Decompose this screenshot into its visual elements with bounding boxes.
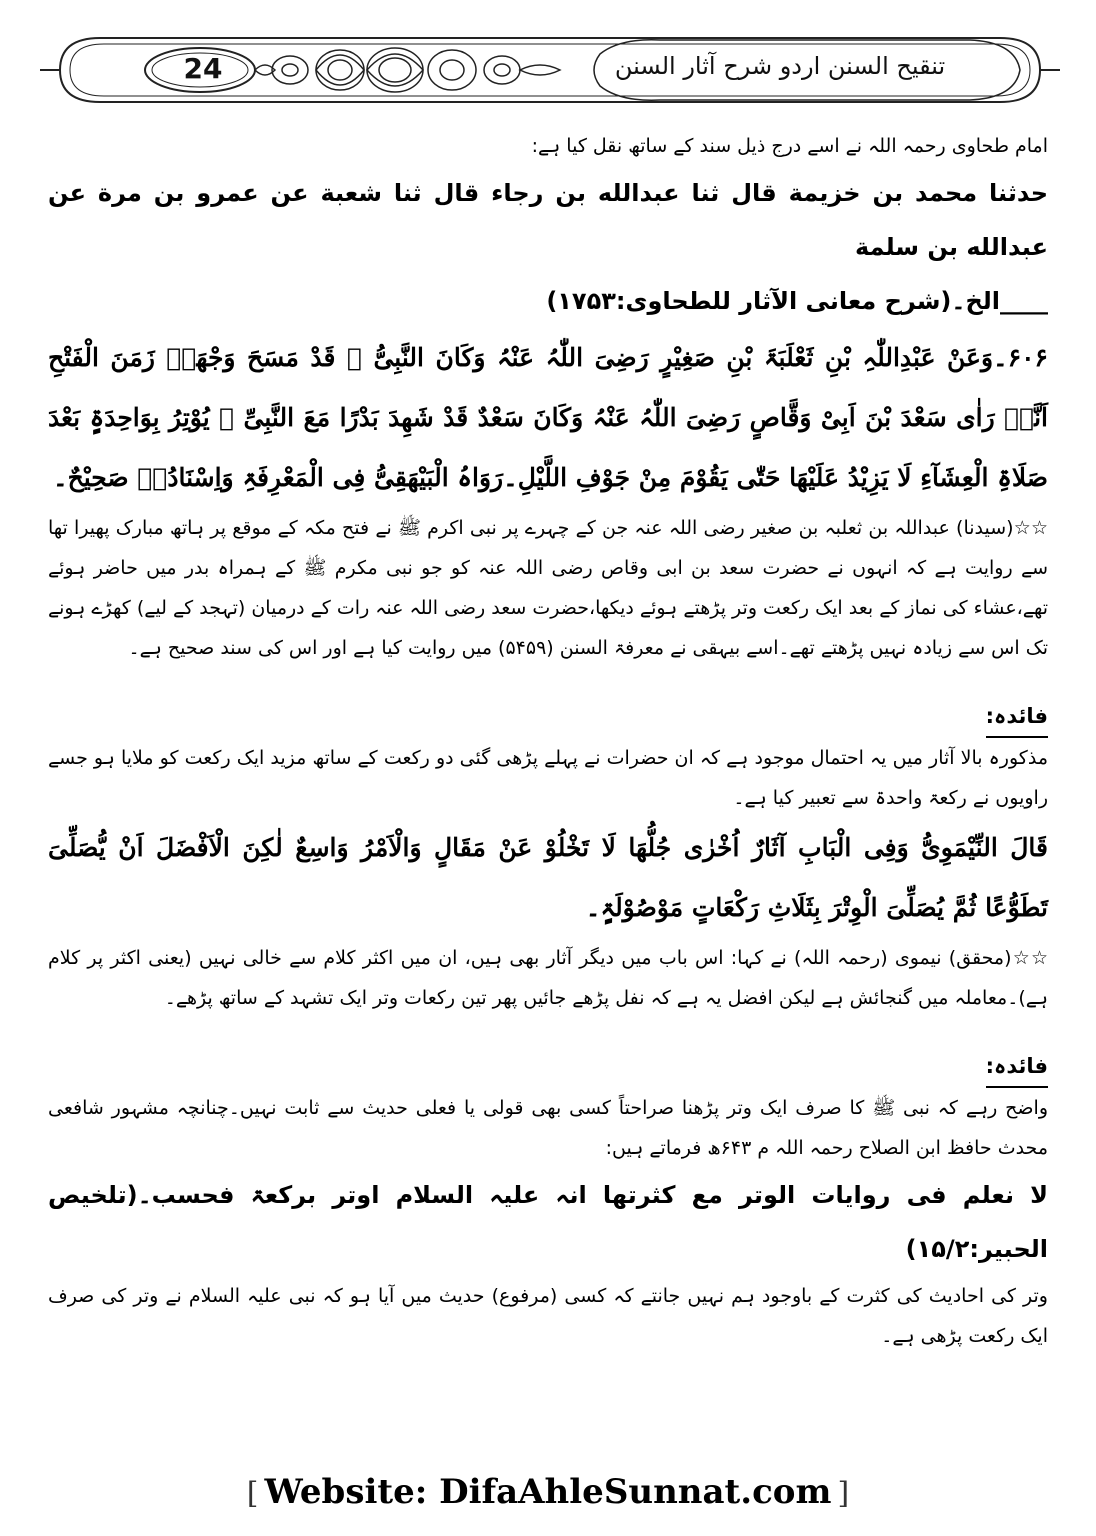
page-number: 24 <box>183 52 223 85</box>
quote-translation: وتر کی احادیث کی کثرت کے باوجود ہم نہیں جانتے کہ کسی (مرفوع) حدیث میں آیا ہو کہ نبی علیہ السلام نے وتر کی صرف ایک رکعت پڑھی ہے۔ <box>48 1285 1048 1347</box>
sanad-arabic: حدثنا محمد بن خزيمة قال ثنا عبدالله بن رجاء قال ثنا شعبة عن عمرو بن مرة عن عبدالله بن سلمة <box>48 179 1048 261</box>
faida-heading-1: فائدہ: <box>986 698 1048 738</box>
hadith-606-translation: ☆☆(سیدنا) عبداللہ بن ثعلبہ بن صغیر رضی اللہ عنہ جن کے چہرے پر نبی اکرم ﷺ نے فتح مکہ کے موقع پر ہاتھ مبارک پھیرا تھا سے روایت ہے کہ انہوں نے حضرت سعد بن ابی وقاص رضی اللہ عنہ کو جو نبی مکرم ﷺ کے ہمراہ بدر میں حاضر ہوئے تھے،عشاء کی نماز کے بعد ایک رکعت وتر پڑھتے ہوئے دیکھا،حضرت سعد رضی اللہ عنہ رات کے درمیان (تہجد کے لیے) کھڑے ہونے تک اس سے زیادہ نہیں پڑھتے تھے۔اسے بیہقی نے معرفۃ السنن (۵۴۵۹) میں روایت کیا ہے اور اس کی سند صحیح ہے۔ <box>48 517 1048 659</box>
footer-open-bracket: [ <box>246 1476 259 1511</box>
intro-line: امام طحاوی رحمہ اللہ نے اسے درج ذیل سند کے ساتھ نقل کیا ہے: <box>531 135 1048 157</box>
website-link[interactable]: Website: DifaAhleSunnat.com <box>264 1472 832 1512</box>
faida-2-text: واضح رہے کہ نبی ﷺ کا صرف ایک وتر پڑھنا صراحتاً کسی بھی قولی یا فعلی حدیث سے ثابت نہیں۔چنانچہ مشہور شافعی محدث حافظ ابن الصلاح رحمہ اللہ م ۶۴۳ھ فرماتے ہیں: <box>48 1097 1048 1159</box>
faida-1-text: مذکورہ بالا آثار میں یہ احتمال موجود ہے کہ ان حضرات نے پہلے پڑھی گئی دو رکعت کے ساتھ مزید ایک رکعت کو ملایا ہو جسے راویوں نے رکعۃ واحدۃ سے تعبیر کیا ہے۔ <box>48 747 1048 809</box>
footer-close-bracket: ] <box>837 1476 850 1511</box>
website-footer <box>0 1472 1096 1512</box>
page-content <box>48 126 1048 1356</box>
nimawi-arabic: قَالَ النِّیْمَوِیُّ وَفِی الْبَابِ آثَارٌ اُخْرٰی جُلُّھَا لَا تَخْلُوْ عَنْ مَقَالٍ وَالْاَمْرُ وَاسِعٌ لٰکِنَ الْاَفْضَلَ اَنْ یُّصَلِّیَ تَطَوُّعًا ثُمَّ یُصَلِّیَ الْوِتْرَ بِثَلَاثِ رَکْعَاتٍ مَوْصُوْلَۃٍ۔ <box>48 833 1048 922</box>
book-title: تنقیح السنن اردو شرح آثار السنن <box>614 52 946 80</box>
quote-arabic: لا نعلم فی روایات الوتر مع کثرتھا انہ علیہ السلام اوتر برکعۃ فحسب۔(تلخیص الحبیر:۱۵/۲) <box>48 1181 1048 1263</box>
nimawi-translation: ☆☆(محقق) نیموی (رحمہ اللہ) نے کہا: اس باب میں دیگر آثار بھی ہیں، ان میں اکثر کلام سے خالی نہیں (یعنی اکثر پر کلام ہے)۔معاملہ میں گنجائش ہے لیکن افضل یہ ہے کہ نفل پڑھے جائیں پھر تین رکعات وتر ایک تشہد کے ساتھ پڑھے۔ <box>48 947 1048 1009</box>
hadith-606-arabic: ۶۰۶۔وَعَنْ عَبْدِاللّٰہِ بْنِ ثَعْلَبَۃَ بْنِ صَغِیْرٍ رَضِیَ اللّٰہُ عَنْہُ وَکَانَ النَّبِیُّ ﷺ قَدْ مَسَحَ وَجْھَہٗ زَمَنَ الْفَتْحِ اَنَّہٗ رَاٰی سَعْدَ بْنَ اَبِیْ وَقَّاصٍ رَضِیَ اللّٰہُ عَنْہُ وَکَانَ سَعْدٌ قَدْ شَھِدَ بَدْرًا مَعَ النَّبِیِّ ﷺ یُوْتِرُ بِوَاحِدَۃٍ بَعْدَ صَلَاۃِ الْعِشَآءِ لَا یَزِیْدُ عَلَیْھَا حَتّٰی یَقُوْمَ مِنْ جَوْفِ اللَّیْلِ۔رَوَاہُ الْبَیْھَقِیُّ فِی الْمَعْرِفَۃِ وَاِسْنَادُہٗ صَحِیْحٌ۔ <box>48 343 1048 492</box>
sanad-reference: ____الخ۔(شرح معانی الآثار للطحاوی:۱۷۵۳) <box>546 287 1048 315</box>
page-header <box>40 30 1060 110</box>
faida-heading-2: فائدہ: <box>986 1048 1048 1088</box>
